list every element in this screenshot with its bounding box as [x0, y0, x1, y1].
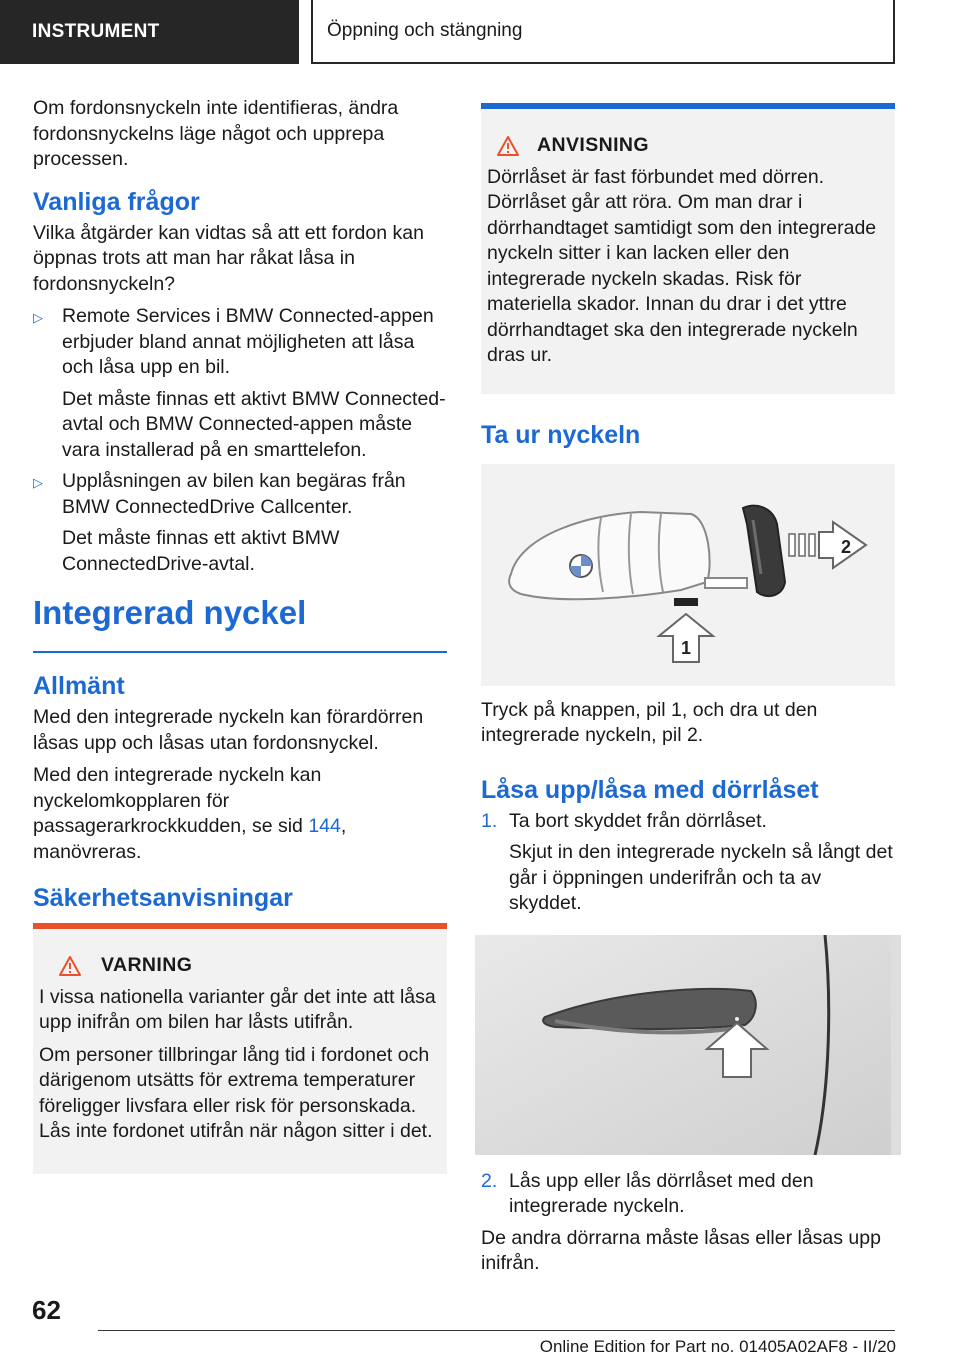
general-heading: Allmänt: [33, 672, 125, 700]
page-number: 62: [32, 1295, 61, 1325]
list-item-text: Remote Services i BMW Connected-appen erbjuder bland annat möjligheten att låsa och låsa upp en bil.: [62, 305, 434, 378]
general-paragraph-2: [33, 763, 447, 865]
footer-divider: [98, 1330, 895, 1331]
step-text: Ta bort skyddet från dörrlåset.: [509, 809, 767, 832]
remove-key-heading: Ta ur nyckeln: [481, 420, 641, 449]
warning-box: [33, 923, 447, 1174]
list-item: [33, 469, 447, 577]
chapter-heading: Integrerad nyckel: [33, 593, 447, 653]
list-item-subtext: Det måste finnas ett aktivt BMW ConnectedDrive-avtal.: [62, 527, 340, 575]
page-reference-link[interactable]: 144: [308, 815, 341, 837]
note-text: Dörrlåset är fast förbundet med dörren. Dörrlåset går att röra. Om man drar i dörrhandtaget samtidigt som den integrerade nyckeln sitter i kan lacken eller den integrerade nyckeln skadas. Risk för materiella skador. Innan du drar i det yttre dörrhandtaget ska den integrerade nyckeln dras ur.: [487, 165, 877, 366]
left-column: [33, 96, 447, 1174]
chapter-title: Öppning och stängning: [311, 0, 895, 64]
warning-title: VARNING: [101, 954, 193, 976]
door-handle-illustration: [475, 935, 901, 1155]
arrow-2-icon: [789, 522, 866, 568]
warning-paragraph-2: Om personer tillbringar lång tid i fordonet och därigenom utsätts för extrema temperaturer föreligger livsfara eller risk för personskada. Lås inte fordonet utifrån när någon sitter i det.: [39, 1043, 433, 1142]
general-text-a: Med den integrerade nyckeln kan nyckelomkopplaren för passagerarkrockkudden, se sid: [33, 764, 322, 837]
step-number: 2.: [481, 1169, 498, 1192]
right-column: [481, 103, 895, 1284]
list-item-subtext: Det måste finnas ett aktivt BMW Connected-avtal och BMW Connected-appen måste vara installerad på en smarttelefon.: [62, 387, 446, 461]
step-subtext: Skjut in den integrerade nyckeln så långt det går i öppningen underifrån och ta av skyddet.: [509, 841, 893, 914]
warning-triangle-icon: [497, 136, 519, 156]
warning-paragraph-1: I vissa nationella varianter går det inte att låsa upp inifrån om bilen har låsts utifrån.: [39, 985, 436, 1033]
safety-heading: Säkerhetsanvisningar: [33, 884, 293, 912]
step-text: Lås upp eller lås dörrlåset med den integrerade nyckeln.: [509, 1169, 814, 1217]
section-tab: INSTRUMENT: [0, 0, 299, 64]
arrow-1-label: 1: [681, 637, 692, 658]
step-list-continued: [481, 1169, 895, 1220]
faq-heading: Vanliga frågor: [33, 187, 200, 216]
closing-text: De andra dörrarna måste låsas eller låsas upp inifrån.: [481, 1226, 881, 1274]
step-number: 1.: [481, 809, 498, 832]
note-title-row: [487, 133, 889, 159]
remove-key-text: Tryck på knappen, pil 1, och dra ut den integrerade nyckeln, pil 2.: [481, 698, 818, 746]
edition-footer: Online Edition for Part no. 01405A02AF8 - II/20: [539, 1337, 896, 1356]
step-list: [481, 809, 895, 917]
general-paragraph-1: Med den integrerade nyckeln kan förardörren låsas upp och låsas utan fordonsnyckel.: [33, 706, 424, 754]
arrow-2-label: 2: [841, 536, 852, 557]
list-item: [481, 809, 895, 917]
note-box: [481, 103, 895, 394]
warning-title-row: [39, 953, 441, 979]
key-removal-illustration: [481, 464, 895, 686]
door-handle-image: [475, 935, 891, 1155]
list-item: [481, 1169, 895, 1220]
list-item: [33, 304, 447, 463]
key-fob-image: [481, 464, 895, 686]
faq-list: [33, 304, 447, 577]
general-text-b: , manövreras.: [33, 815, 347, 863]
warning-triangle-icon: [59, 956, 81, 976]
triangle-bullet-icon: ▷: [33, 310, 43, 325]
lock-heading: Låsa upp/låsa med dörrlåset: [481, 775, 819, 804]
triangle-bullet-icon: ▷: [33, 475, 43, 490]
list-item-text: Upplåsningen av bilen kan begäras från BMW ConnectedDrive Callcenter.: [62, 470, 406, 518]
intro-paragraph: Om fordonsnyckeln inte identifieras, ändra fordonsnyckelns läge något och upprepa processen.: [33, 97, 399, 170]
note-title: ANVISNING: [537, 134, 649, 156]
faq-question: Vilka åtgärder kan vidtas så att ett fordon kan öppnas trots att man har råkat låsa in fordonsnyckeln?: [33, 221, 424, 295]
